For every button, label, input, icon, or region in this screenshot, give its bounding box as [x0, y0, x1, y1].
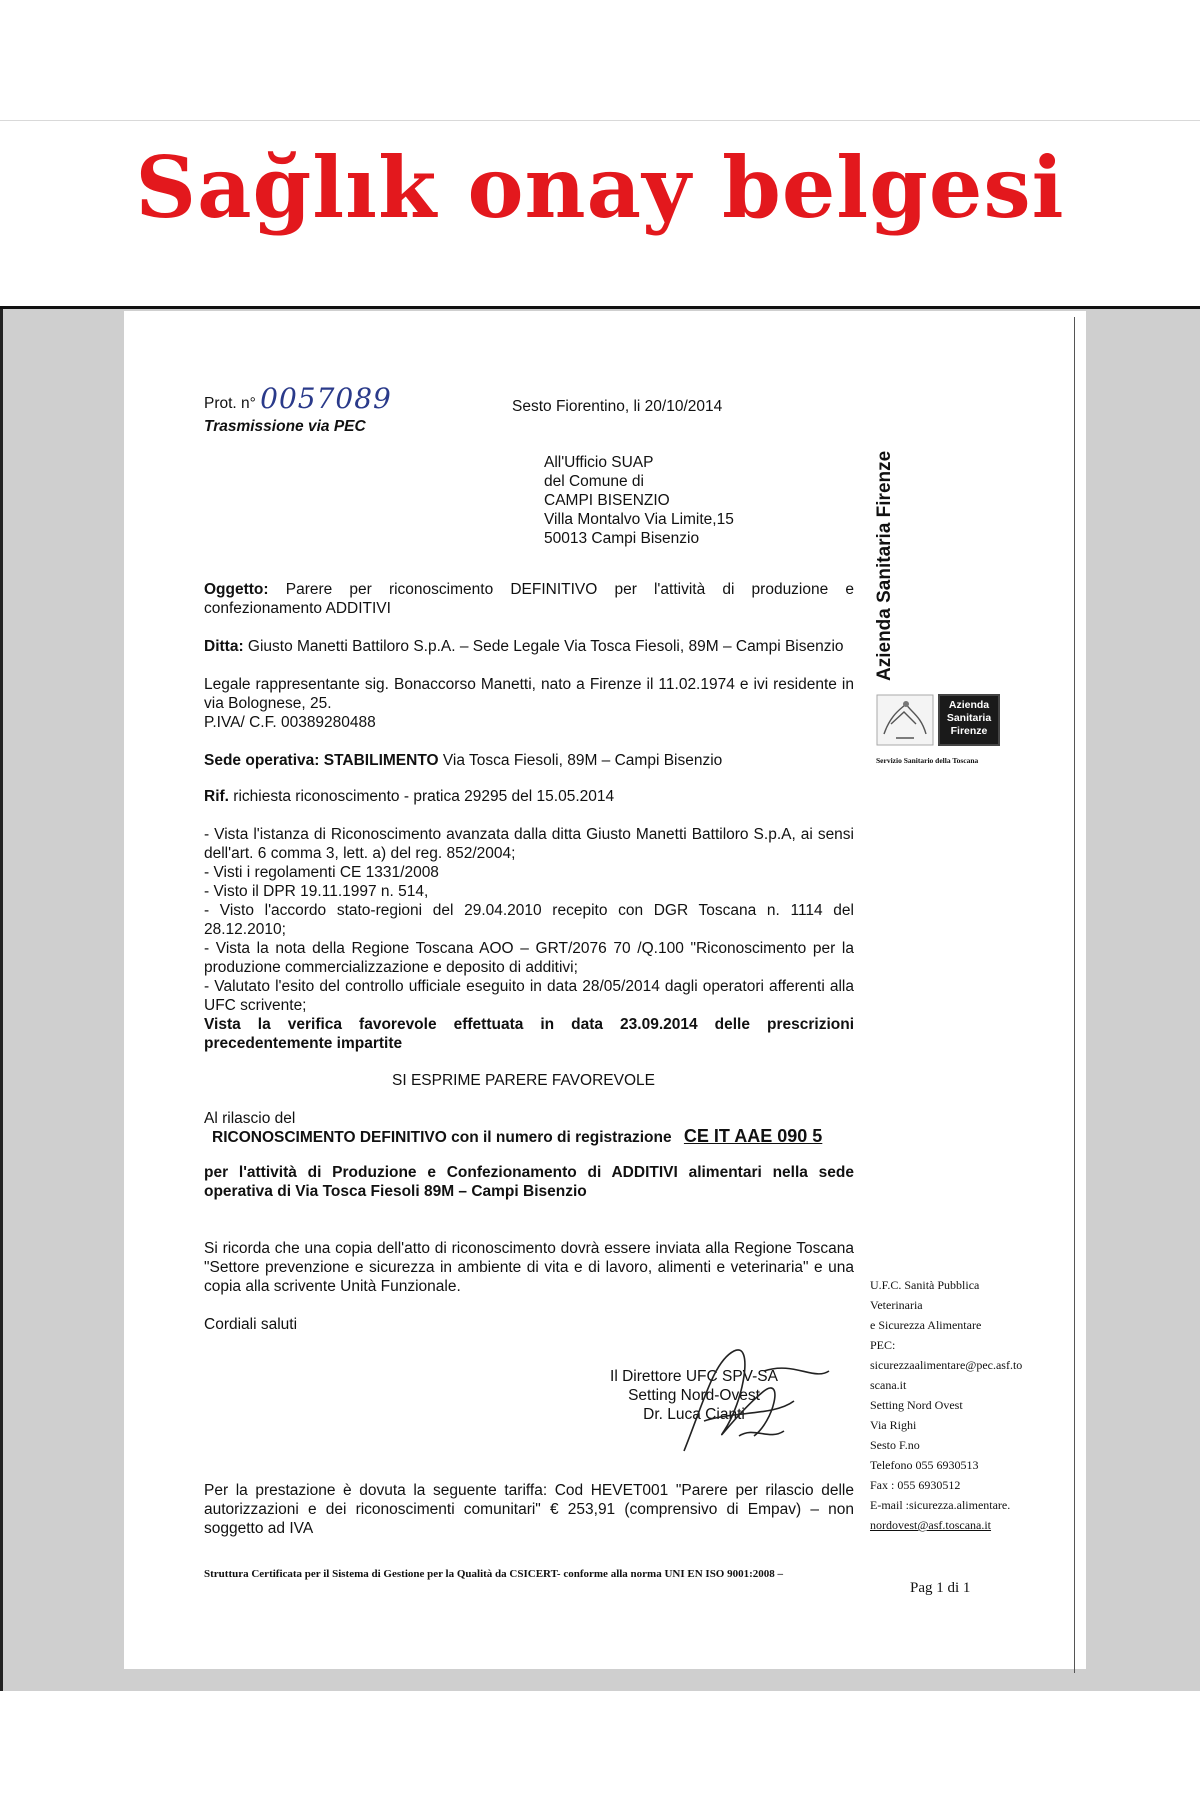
prot-number: 0057089 — [260, 382, 392, 415]
parere-favorevole: SI ESPRIME PARERE FAVOREVOLE — [392, 1072, 656, 1089]
scan-frame — [0, 306, 1200, 1691]
visto-item: - Visto il DPR 19.11.1997 n. 514, — [204, 883, 429, 900]
visto-item: - Visto l'accordo stato-regioni del 29.04.2010 recepito con DGR Toscana n. 1114 del 28.12.2010; — [204, 902, 854, 938]
legale-rappresentante: Legale rappresentante sig. Bonaccorso Manetti, nato a Firenze il 11.02.1974 e ivi residente in via Bolognese, 25. — [204, 676, 854, 712]
sede-label: Sede operativa: — [204, 752, 320, 769]
place-date: Sesto Fiorentino, li 20/10/2014 — [512, 398, 723, 415]
visto-item: - Vista la nota della Regione Toscana AOO – GRT/2076 70 /Q.100 "Riconoscimento per la produzione commercializzazione e deposito di additivi; — [204, 940, 854, 976]
logo-line: Sanitaria — [946, 712, 992, 724]
rilascio: Al rilascio del — [204, 1110, 296, 1127]
logo-emblem-icon — [876, 694, 934, 746]
sede-text: Via Tosca Fiesoli, 89M – Campi Bisenzio — [442, 752, 723, 769]
prot-line — [204, 382, 392, 415]
registration-number: CE IT AAE 090 5 — [683, 1126, 823, 1146]
logo-line: Firenze — [950, 725, 988, 737]
contact-email-cont: nordovest@asf.toscana.it — [870, 1518, 992, 1532]
recipient-address — [544, 453, 734, 548]
contact-line: Sesto F.no — [870, 1438, 920, 1452]
sede-operativa — [204, 751, 722, 770]
contact-line: Setting Nord Ovest — [870, 1398, 963, 1412]
ricorda: Si ricorda che una copia dell'atto di riconoscimento dovrà essere inviata alla Regione Toscana "Settore prevenzione e sicurezza in ambiente di vita e di lavoro, alimenti e veterinaria" e una copia alla scrivente Unità Funzionale. — [204, 1240, 854, 1295]
contact-fax: Fax : 055 6930512 — [870, 1478, 961, 1492]
contact-line: PEC: — [870, 1338, 896, 1352]
logo-caption: Servizio Sanitario della Toscana — [876, 756, 979, 765]
contact-line: U.F.C. Sanità Pubblica — [870, 1278, 980, 1292]
saluti: Cordiali saluti — [204, 1316, 298, 1333]
attivita: per l'attività di Produzione e Confezionamento di ADDITIVI alimentari nella sede operativa di Via Tosca Fiesoli 89M – Campi Bisenzio — [204, 1164, 854, 1200]
page-edge-line — [1074, 317, 1075, 1673]
oggetto-text: Parere per riconoscimento DEFINITIVO per l'attività di produzione e confezionamento ADDITIVI — [204, 581, 855, 617]
riconoscimento-definitivo: RICONOSCIMENTO DEFINITIVO con il numero di registrazione — [212, 1129, 672, 1146]
verifica: Vista la verifica favorevole effettuata in data 23.09.2014 delle prescrizioni precedentemente impartite — [204, 1016, 854, 1052]
recipient-line: Villa Montalvo Via Limite,15 — [544, 511, 734, 528]
contact-email: E-mail :sicurezza.alimentare. — [870, 1498, 1011, 1512]
riconoscimento-line — [212, 1127, 862, 1147]
ditta-label: Ditta: — [204, 638, 244, 655]
rif-text: richiesta riconoscimento - pratica 29295 del 15.05.2014 — [233, 788, 615, 805]
recipient-line: 50013 Campi Bisenzio — [544, 530, 700, 547]
signature-line: Setting Nord-Ovest — [628, 1387, 760, 1404]
visti-list — [204, 825, 854, 1053]
transmission: Trasmissione via PEC — [204, 418, 366, 435]
contact-line: e Sicurezza Alimentare — [870, 1318, 982, 1332]
handwritten-signature — [644, 1341, 844, 1461]
oggetto-label: Oggetto: — [204, 581, 269, 598]
recipient-line: del Comune di — [544, 473, 644, 490]
rif-label: Rif. — [204, 788, 229, 805]
oggetto — [204, 580, 854, 618]
contact-phone: Telefono 055 6930513 — [870, 1458, 979, 1472]
recipient-line: CAMPI BISENZIO — [544, 492, 670, 509]
prot-label: Prot. n° — [204, 395, 256, 412]
page-number: Pag 1 di 1 — [910, 1580, 971, 1596]
visto-item: - Vista l'istanza di Riconoscimento avanzata dalla ditta Giusto Manetti Battiloro S.p.A, ai sensi dell'art. 6 comma 3, lett. a) del reg. 852/2004; — [204, 826, 854, 862]
contact-pec-cont: scana.it — [870, 1378, 907, 1392]
riferimento — [204, 787, 614, 806]
recipient-line: All'Ufficio SUAP — [544, 454, 654, 471]
signature-line: Il Direttore UFC SPV-SA — [610, 1368, 778, 1385]
logo-asl-firenze — [938, 694, 1000, 746]
document-page — [124, 311, 1086, 1669]
piva: P.IVA/ C.F. 00389280488 — [204, 714, 376, 731]
top-divider — [0, 120, 1200, 121]
visto-item: - Valutato l'esito del controllo ufficiale eseguito in data 28/05/2014 dagli operatori afferenti alla UFC scrivente; — [204, 978, 854, 1014]
footer-certification: Struttura Certificata per il Sistema di Gestione per la Qualità da CSICERT- conforme alla norma UNI EN ISO 9001:2008 – — [204, 1568, 784, 1580]
contact-line: Via Righi — [870, 1418, 917, 1432]
vertical-title: Azienda Sanitaria Firenze — [874, 450, 895, 681]
visto-item: - Visti i regolamenti CE 1331/2008 — [204, 864, 439, 881]
frame-left-edge — [0, 309, 3, 1691]
contact-pec: sicurezzaalimentare@pec.asf.to — [870, 1358, 1023, 1372]
logo-line: Azienda — [948, 699, 990, 711]
tariffa: Per la prestazione è dovuta la seguente tariffa: Cod HEVET001 "Parere per rilascio delle autorizzazioni e dei riconoscimenti comunitari" € 253,91 (comprensivo di Empav) – non soggetto ad IVA — [204, 1482, 854, 1537]
ditta-text: Giusto Manetti Battiloro S.p.A. – Sede Legale Via Tosca Fiesoli, 89M – Campi Bisenzio — [247, 638, 844, 655]
signature-line: Dr. Luca Cianti — [643, 1406, 745, 1423]
contact-line: Veterinaria — [870, 1298, 923, 1312]
banner-title: Sağlık onay belgesi — [135, 138, 1065, 237]
ditta — [204, 637, 854, 656]
contact-block — [870, 1275, 1022, 1535]
sede-strong: STABILIMENTO — [323, 752, 439, 769]
